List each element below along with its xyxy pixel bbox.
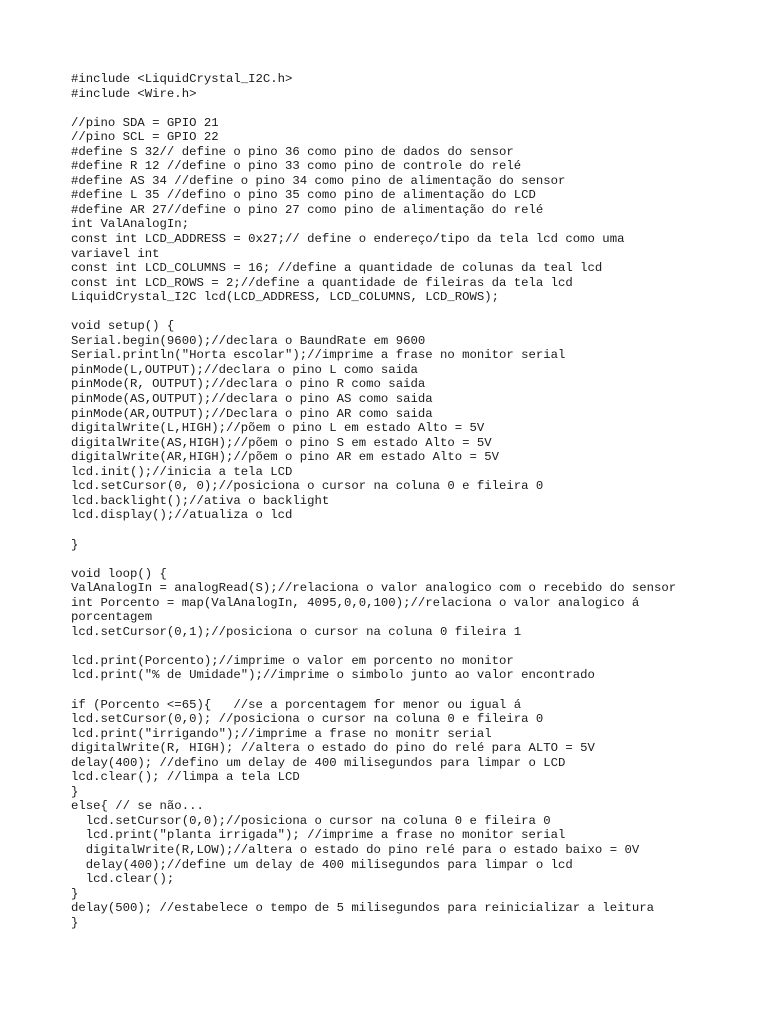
code-line: digitalWrite(R,LOW);//altera o estado do pino relé para o estado baixo = 0V xyxy=(71,842,640,857)
code-line: lcd.setCursor(0,1);//posiciona o cursor na coluna 0 fileira 1 xyxy=(71,624,522,639)
code-line: const int LCD_ROWS = 2;//define a quantidade de fileiras da tela lcd xyxy=(71,275,573,290)
code-line: lcd.print("% de Umidade");//imprime o simbolo junto ao valor encontrado xyxy=(71,668,595,683)
code-line: lcd.print("planta irrigada"); //imprime a frase no monitor serial xyxy=(71,828,566,843)
code-line: delay(500); //estabelece o tempo de 5 milisegundos para reinicializar a leitura xyxy=(71,901,654,916)
code-line: digitalWrite(AS,HIGH);//põem o pino S em estado Alto = 5V xyxy=(71,435,492,450)
code-line xyxy=(71,101,751,116)
code-line: pinMode(R, OUTPUT);//declara o pino R como saida xyxy=(71,377,426,392)
code-line: pinMode(AR,OUTPUT);//Declara o pino AR como saida xyxy=(71,406,433,421)
code-line xyxy=(71,523,751,538)
code-line: const int LCD_COLUMNS = 16; //define a quantidade de colunas da teal lcd xyxy=(71,261,603,276)
code-line: variavel int xyxy=(71,246,160,261)
code-line: porcentagem xyxy=(71,610,153,625)
code-line: #include <Wire.h> xyxy=(71,86,197,101)
code-line xyxy=(71,305,751,320)
code-line: ValAnalogIn = analogRead(S);//relaciona o valor analogico com o recebido do sensor xyxy=(71,581,677,596)
code-line: #define AR 27//define o pino 27 como pino de alimentação do relé xyxy=(71,202,544,217)
code-line: Serial.println("Horta escolar");//imprime a frase no monitor serial xyxy=(71,348,566,363)
code-line: else{ // se não... xyxy=(71,799,204,814)
code-line xyxy=(71,552,751,567)
code-line: const int LCD_ADDRESS = 0x27;// define o endereço/tipo da tela lcd como uma xyxy=(71,232,625,247)
code-line: } xyxy=(71,537,79,552)
code-line: } xyxy=(71,915,79,930)
code-line: digitalWrite(R, HIGH); //altera o estado do pino do relé para ALTO = 5V xyxy=(71,741,595,756)
code-line: } xyxy=(71,886,79,901)
code-listing xyxy=(71,72,751,930)
code-line: LiquidCrystal_I2C lcd(LCD_ADDRESS, LCD_COLUMNS, LCD_ROWS); xyxy=(71,290,500,305)
code-line: Serial.begin(9600);//declara o BaundRate em 9600 xyxy=(71,333,426,348)
code-line: delay(400);//define um delay de 400 milisegundos para limpar o lcd xyxy=(71,857,573,872)
code-line xyxy=(71,639,751,654)
code-line: pinMode(AS,OUTPUT);//declara o pino AS como saida xyxy=(71,392,433,407)
code-line: void setup() { xyxy=(71,319,175,334)
code-line: digitalWrite(L,HIGH);//põem o pino L em estado Alto = 5V xyxy=(71,421,485,436)
code-line: lcd.init();//inicia a tela LCD xyxy=(71,464,293,479)
code-line: lcd.clear(); xyxy=(71,872,175,887)
code-line: digitalWrite(AR,HIGH);//põem o pino AR em estado Alto = 5V xyxy=(71,450,500,465)
code-line: lcd.backlight();//ativa o backlight xyxy=(71,493,330,508)
code-line: lcd.setCursor(0,0);//posiciona o cursor na coluna 0 e fileira 0 xyxy=(71,813,551,828)
code-line: lcd.print("irrigando");//imprime a frase no monitr serial xyxy=(71,726,492,741)
code-line: lcd.display();//atualiza o lcd xyxy=(71,508,293,523)
code-line: #define L 35 //defino o pino 35 como pino de alimentação do LCD xyxy=(71,188,536,203)
code-line: lcd.clear(); //limpa a tela LCD xyxy=(71,770,300,785)
code-line: #define R 12 //define o pino 33 como pino de controle do relé xyxy=(71,159,522,174)
code-line: int Porcento = map(ValAnalogIn, 4095,0,0,100);//relaciona o valor analogico á xyxy=(71,595,640,610)
code-line: //pino SDA = GPIO 21 xyxy=(71,115,219,130)
code-line: lcd.setCursor(0,0); //posiciona o cursor na coluna 0 e fileira 0 xyxy=(71,712,544,727)
code-line xyxy=(71,683,751,698)
code-line: lcd.print(Porcento);//imprime o valor em porcento no monitor xyxy=(71,653,514,668)
code-line: lcd.setCursor(0, 0);//posiciona o cursor na coluna 0 e fileira 0 xyxy=(71,479,544,494)
code-line: //pino SCL = GPIO 22 xyxy=(71,130,219,145)
code-line: #define S 32// define o pino 36 como pino de dados do sensor xyxy=(71,144,514,159)
code-line: pinMode(L,OUTPUT);//declara o pino L como saida xyxy=(71,362,418,377)
code-line: #include <LiquidCrystal_I2C.h> xyxy=(71,72,293,86)
code-line: void loop() { xyxy=(71,566,167,581)
code-line: #define AS 34 //define o pino 34 como pino de alimentação do sensor xyxy=(71,173,566,188)
code-line: delay(400); //defino um delay de 400 milisegundos para limpar o LCD xyxy=(71,755,566,770)
code-line: int ValAnalogIn; xyxy=(71,217,190,232)
code-line: } xyxy=(71,784,79,799)
code-line: if (Porcento <=65){ //se a porcentagem for menor ou igual á xyxy=(71,697,522,712)
